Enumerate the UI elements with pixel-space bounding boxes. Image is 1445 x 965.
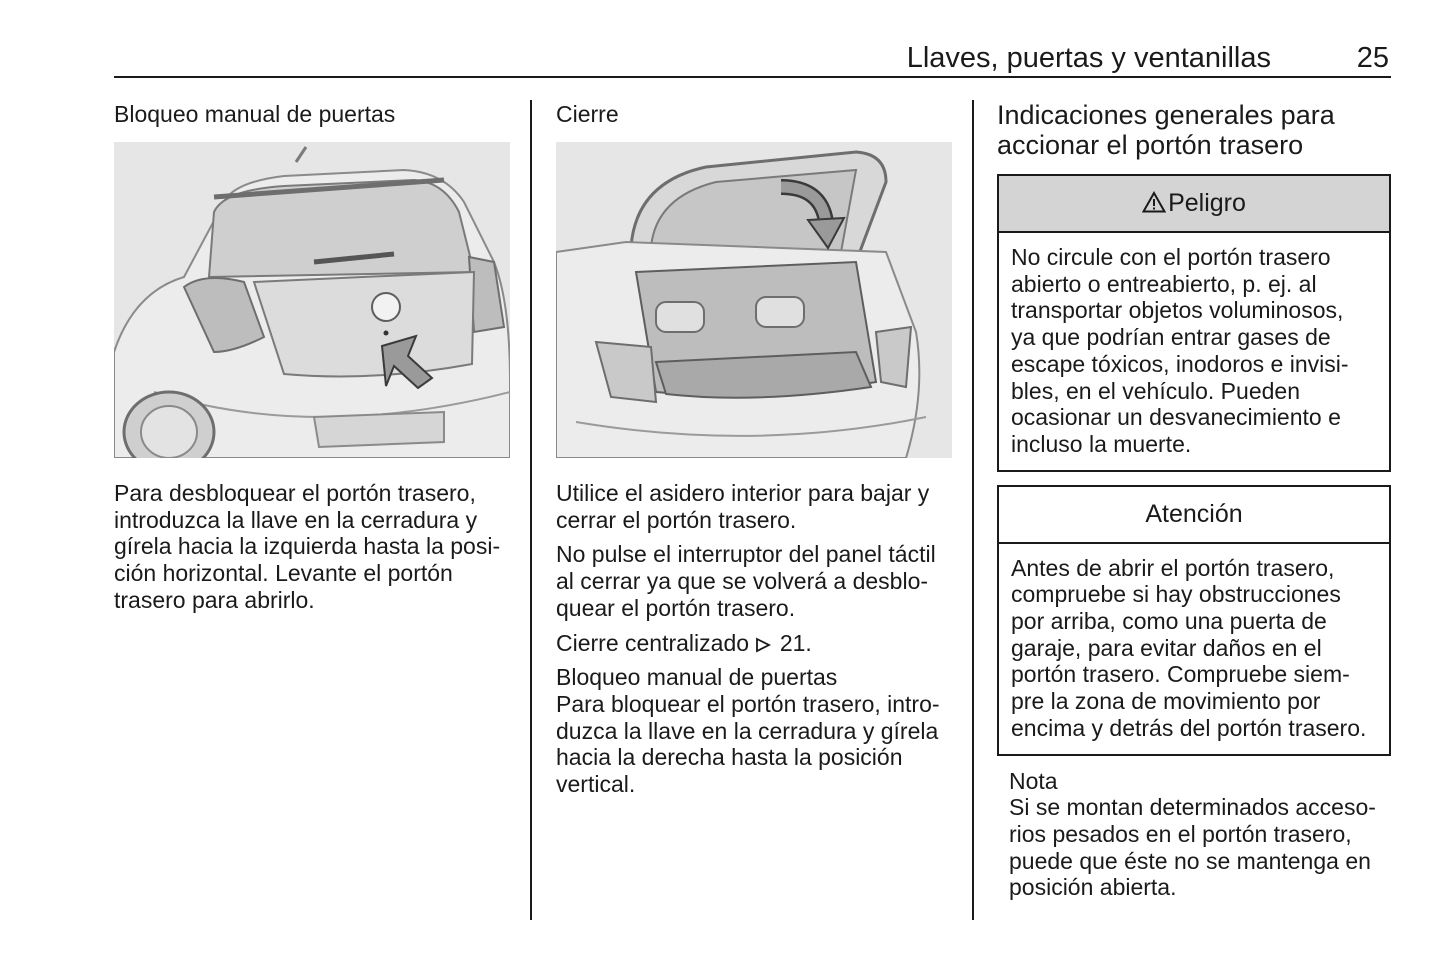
text-line: Antes de abrir el portón trasero, (1011, 554, 1335, 581)
text-line: duzca la llave en la cerradura y gírela (556, 717, 939, 744)
text-line: hacia la derecha hasta la posición (556, 744, 903, 771)
text-line: Para desbloquear el portón trasero, (114, 480, 476, 506)
text-line: quear el portón trasero. (556, 594, 796, 621)
heading-line: Indicaciones generales para (997, 100, 1335, 130)
caution-box (997, 485, 1391, 756)
text-line: abierto o entreabierto, p. ej. al (1011, 270, 1317, 297)
warning-triangle-icon (1142, 191, 1166, 213)
text-line: rios pesados en el portón trasero, (1009, 820, 1352, 847)
paragraph-close-handle (556, 480, 952, 533)
triangle-reference-icon (755, 637, 771, 653)
rear-hatch-key-figure (114, 142, 510, 458)
column-1 (114, 100, 510, 614)
column-divider-2 (972, 100, 974, 920)
paragraph-lock-hatch (556, 691, 952, 798)
column-2 (556, 100, 952, 798)
text-line: incluso la muerte. (1011, 430, 1192, 457)
danger-title: Peligro (1168, 189, 1246, 217)
text-line: ocasionar un desvanecimiento e (1011, 404, 1341, 431)
sub-heading-manual-lock: Bloqueo manual de puertas (556, 664, 838, 691)
note-title: Nota (1009, 767, 1058, 794)
column-3 (997, 100, 1391, 901)
text-line: compruebe si hay obstrucciones (1011, 581, 1341, 608)
section-heading-manual-lock: Bloqueo manual de puertas (114, 101, 396, 127)
central-locking-reference (556, 630, 952, 657)
text-line: transportar objetos voluminosos, (1011, 297, 1344, 324)
text-line: Utilice el asidero interior para bajar y (556, 480, 930, 506)
column-divider-1 (530, 100, 532, 920)
danger-box (997, 174, 1391, 472)
paragraph-unlock-hatch (114, 480, 510, 614)
note-block (997, 768, 1391, 902)
text-line: No circule con el portón trasero (1011, 244, 1331, 270)
text-line: bles, en el vehículo. Pueden (1011, 377, 1300, 404)
section-heading-closing: Cierre (556, 101, 619, 127)
text-line: cerrar el portón trasero. (556, 506, 797, 533)
header-rule (114, 76, 1391, 78)
heading-line: accionar el portón trasero (997, 130, 1304, 160)
danger-body (999, 233, 1389, 470)
text-line: ya que podrían entrar gases de (1011, 324, 1331, 351)
text-line: Para bloquear el portón trasero, intro- (556, 690, 940, 717)
text-line: trasero para abrirlo. (114, 586, 315, 613)
text-line: introduzca la llave en la cerradura y (114, 506, 478, 533)
reference-page-link[interactable]: 21. (779, 629, 812, 656)
reference-text: Cierre centralizado (556, 629, 750, 656)
section-heading-general (997, 100, 1391, 160)
page-number: 25 (1356, 42, 1389, 74)
running-header-title: Llaves, puertas y ventanillas (906, 42, 1271, 74)
text-line: vertical. (556, 771, 636, 798)
text-line: posición abierta. (1009, 874, 1177, 901)
closing-hatch-figure (556, 142, 952, 458)
text-line: al cerrar ya que se volverá a desblo- (556, 568, 929, 595)
text-line: No pulse el interruptor del panel táctil (556, 541, 936, 568)
caution-body (999, 544, 1389, 754)
text-line: escape tóxicos, inodoros e invisi- (1011, 350, 1349, 377)
caution-title: Atención (1145, 499, 1243, 528)
text-line: puede que éste no se mantenga en (1009, 847, 1371, 874)
text-line: portón trasero. Compruebe siem- (1011, 661, 1350, 688)
text-line: por arriba, como una puerta de (1011, 608, 1327, 635)
text-line: pre la zona de movimiento por (1011, 688, 1321, 715)
text-line: encima y detrás del portón trasero. (1011, 714, 1367, 741)
text-line: gírela hacia la izquierda hasta la posi- (114, 533, 501, 560)
paragraph-touch-switch (556, 541, 952, 621)
text-line: Si se montan determinados acceso- (1009, 794, 1376, 821)
danger-box-header (999, 176, 1389, 233)
caution-box-header (999, 487, 1389, 544)
text-line: ción horizontal. Levante el portón (114, 560, 453, 587)
text-line: garaje, para evitar daños en el (1011, 634, 1322, 661)
